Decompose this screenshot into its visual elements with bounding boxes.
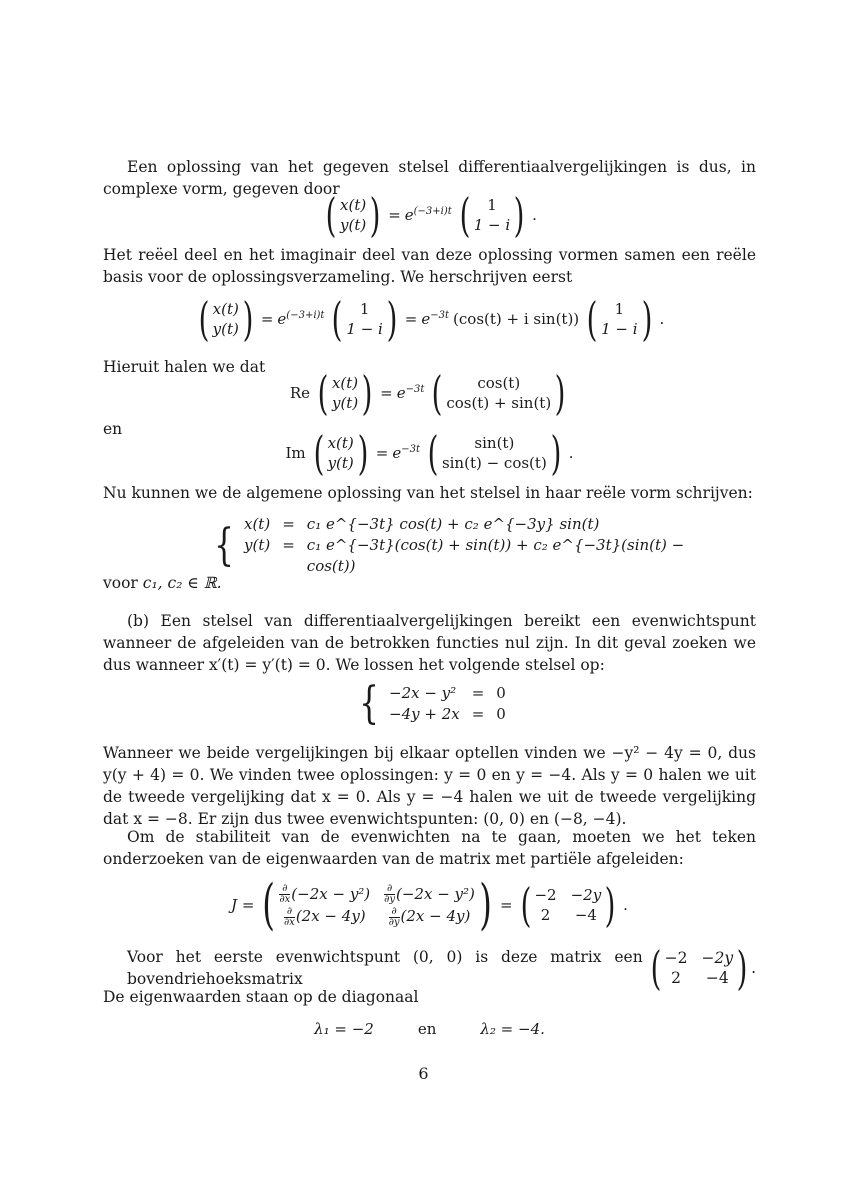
equation-complex-solution: ( x(t) y(t) ) = $e^{(-3+i)t}$ ( 1 1 − i ) . [325,188,537,242]
paragraph-general-solution: Nu kunnen we de algemene oplossing van het stelsel in haar reële vorm schrijven: [103,484,753,502]
paragraph-equilibrium: (b) Een stelsel van differentiaalvergelijkingen bereikt een evenwichtspunt wanneer de afgeleiden van de betrokken functies nul zijn. In dit geval zoeken we dus wanneer x′(t) = y′(t) = 0. We lossen het volgende stelsel op: [103,612,756,674]
equation-rewrite: ( x(t) y(t) ) = $e^{(-3+i)t}$ ( 1 1 − i ) = $e^{-3t}$ (cos(t) + i sin(t)) ( 1 1 − i ) . [198,292,665,346]
paragraph-basis: Het reëel deel en het imaginair deel van deze oplossing vormen samen een reële basis voor de oplossingsverzameling. We herschrijven eerst [103,246,756,286]
paragraph-solutions: Wanneer we beide vergelijkingen bij elkaar optellen vinden we −y² − 4y = 0, dus y(y + 4) = 0. We vinden twee oplossingen: y = 0 en y = −4. Als y = 0 halen we uit de tweede vergelijking dat x = 0. Als y = −4 halen we uit de tweede vergelijking dat x = −8. Er zijn dus twee evenwichtspunten: (0, 0) en (−8, −4). [103,744,756,828]
equation-real-part: Re ( x(t) y(t) ) = $e^{-3t}$ ( cos(t) cos(t) + sin(t) ) [289,366,566,420]
equation-imag-part: Im ( x(t) y(t) ) = $e^{-3t}$ ( sin(t) sin(t) − cos(t) ) . [285,426,574,480]
equation-general-system: { x(t) = c₁ e^{−3t} cos(t) + c₂ e^{−3y} sin(t) y(t) = c₁ e^{−3t}(cos(t) + sin(t)) + c₂ e^{−3t}(sin(t) − cos(t)) [214,515,685,575]
paragraph-intro: Een oplossing van het gegeven stelsel differentiaalvergelijkingen is dus, in complexe vorm, gegeven door [103,158,756,198]
paragraph-stability: Om de stabiliteit van de evenwichten na te gaan, moeten we het teken onderzoeken van de eigenwaarden van de matrix met partiële afgeleiden: [103,828,756,868]
equation-eigenvalues [103,1020,756,1038]
paragraph-constants: voor c₁, c₂ ∈ ℝ. [103,574,222,592]
equation-equilibrium-system: { −2x − y² = 0 −4y + 2x = 0 [359,678,506,729]
page-number: 6 [418,1064,429,1083]
equation-jacobian: J = ( $\frac{\partial}{\partial x}$ (−2x − y²) $\frac{\partial}{\partial y}$ (−2x − y²) $\frac{\partial}{\partial x}$ (2x − 4y) $\frac{\partial}{\partial y}$ (2x − 4y) ) = ( −2 −2y 2 −4 ) . [231,873,628,936]
lambda-2: λ₂ = −4. [480,1020,545,1038]
paragraph-triangular: Voor het eerste evenwichtspunt (0, 0) is deze matrix een bovendriehoeksmatrix ( −2 −2y 2 −4 ) . [127,941,756,995]
lambda-1: λ₁ = −2 [314,1020,374,1038]
paragraph-eigenvalues: De eigenwaarden staan op de diagonaal [103,988,419,1006]
paragraph-hieruit: Hieruit halen we dat [103,358,266,376]
paragraph-en: en [103,420,123,438]
lambda-separator: en [417,1020,437,1038]
